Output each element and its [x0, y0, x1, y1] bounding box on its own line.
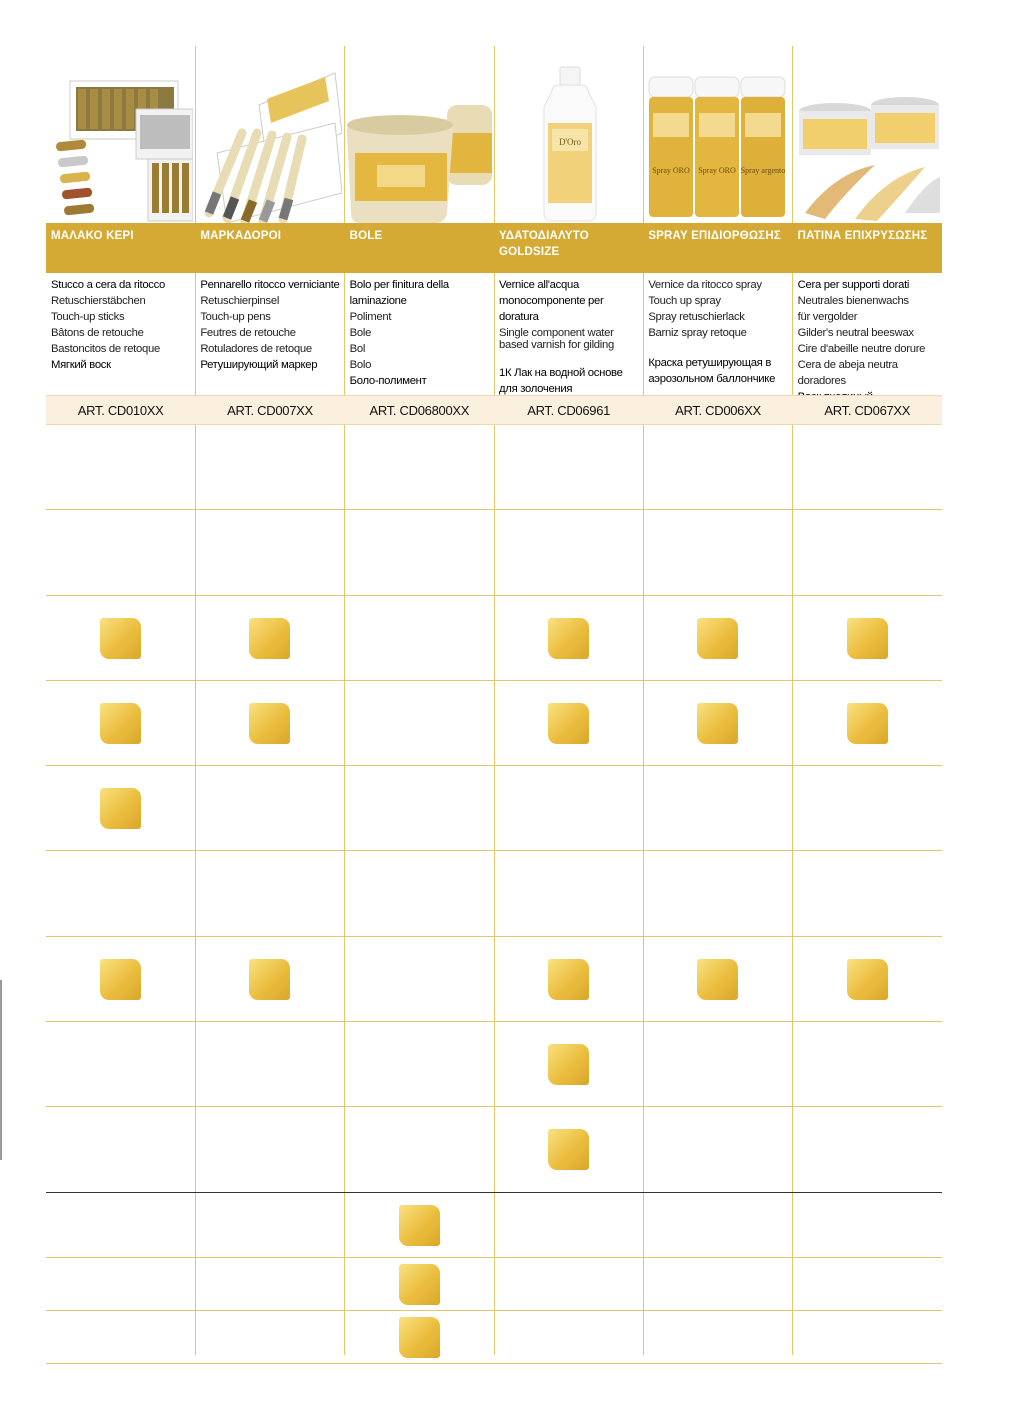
matrix-cell: [345, 425, 494, 509]
matrix-cell: [793, 510, 942, 595]
article-code: ART. CD06800XX: [369, 402, 470, 418]
description-line: Pennarello ritocco verniciante: [200, 279, 340, 291]
description-line: Bolo per finitura della laminazione: [349, 279, 449, 307]
matrix-cell: [494, 1311, 643, 1363]
matrix-cell: [46, 1022, 195, 1106]
matrix-cell: [195, 1022, 344, 1106]
product-header: SPRAY ΕΠΙΔΙΟΡΘΩΣΗΣ: [648, 230, 781, 242]
matrix-cell: [345, 851, 494, 936]
article-code: ART. CD006XX: [675, 402, 761, 418]
product-header: ΠΑΤΙΝΑ ΕΠΙΧΡΥΣΩΣΗΣ: [797, 230, 928, 242]
product-photo-cell: [345, 46, 494, 223]
matrix-cell: [793, 937, 942, 1021]
gold-check-mark: [249, 703, 290, 744]
matrix-cell: [46, 937, 195, 1021]
description-line: Barniz spray retoque: [648, 327, 747, 339]
matrix-row: [46, 425, 942, 510]
article-code: ART. CD010XX: [77, 402, 164, 418]
product-description: [345, 273, 494, 395]
product-photo-cell: [195, 46, 344, 223]
description-line: Retuschierpinsel: [200, 295, 280, 307]
matrix-cell: [494, 1107, 643, 1192]
description-line: 1К Лак на водной основе для золочения: [498, 367, 623, 395]
matrix-cell: [195, 766, 344, 850]
goldsize-bottle-photo: [496, 53, 641, 223]
product-description: [793, 273, 942, 395]
matrix-cell: [793, 1311, 942, 1363]
description-line: Stucco a cera da ritocco: [51, 279, 165, 291]
description-line: Боло-полимент: [349, 375, 427, 387]
product-description: [46, 273, 195, 395]
matrix-cell: [46, 510, 195, 595]
article-code: ART. CD067XX: [824, 402, 911, 418]
matrix-row: [46, 851, 942, 937]
matrix-cell: [46, 596, 195, 680]
gold-check-mark: [548, 618, 589, 659]
matrix-cell: [494, 851, 643, 936]
matrix-cell: [46, 851, 195, 936]
matrix-cell: [46, 681, 195, 765]
matrix-cell: [195, 510, 344, 595]
description-line: Vernice da ritocco spray: [648, 279, 762, 291]
matrix-cell: [643, 1258, 792, 1310]
description-line: Bâtons de retouche: [51, 327, 144, 339]
product-photo-cell: [793, 46, 942, 223]
matrix-cell: [345, 1193, 494, 1257]
gold-check-mark: [399, 1317, 440, 1358]
description-line: Cera de abeja neutra doradores: [797, 359, 898, 387]
gold-check-mark: [548, 1044, 589, 1085]
matrix-cell: [345, 1258, 494, 1310]
matrix-cell: [195, 851, 344, 936]
matrix-row: [46, 596, 942, 681]
matrix-cell: [195, 1311, 344, 1363]
description-line: Мягкий воск: [51, 359, 111, 371]
spray-can-label: Spray ORO: [698, 166, 737, 175]
description-line: Poliment: [349, 311, 392, 323]
matrix-cell: [46, 1193, 195, 1257]
matrix-cell: [793, 1022, 942, 1106]
matrix-cell: [195, 1258, 344, 1310]
product-photo-cell: [643, 46, 792, 223]
matrix-row: [46, 766, 942, 851]
description-line: Bol: [349, 343, 366, 355]
description-line: Краска ретуширующая в аэрозольном баллончике: [648, 357, 776, 385]
matrix-cell: [643, 937, 792, 1021]
matrix-cell: [494, 1193, 643, 1257]
matrix-cell: [345, 681, 494, 765]
description-line: Ретуширующий маркер: [200, 359, 318, 371]
matrix-cell: [793, 681, 942, 765]
matrix-cell: [195, 596, 344, 680]
matrix-cell: [345, 596, 494, 680]
description-line: Bastoncitos de retoque: [51, 343, 160, 355]
matrix-cell: [345, 1311, 494, 1363]
gold-check-mark: [100, 788, 141, 829]
matrix-cell: [494, 596, 643, 680]
product-compatibility-table: [46, 46, 942, 1364]
product-header: BOLE: [349, 230, 383, 242]
description-line: Retuschierstäbchen: [51, 295, 146, 307]
description-line: Cera per supporti dorati: [797, 279, 910, 291]
description-line: Vernice all'acqua monocomponente per doratura: [498, 279, 604, 323]
gold-check-mark: [548, 959, 589, 1000]
matrix-cell: [643, 1022, 792, 1106]
matrix-cell: [643, 766, 792, 850]
description-line: Touch-up pens: [200, 311, 271, 323]
matrix-cell: [345, 766, 494, 850]
matrix-cell: [643, 1311, 792, 1363]
bole-tubs-photo: [347, 53, 492, 223]
matrix-cell: [46, 1311, 195, 1363]
matrix-cell: [643, 1193, 792, 1257]
description-line: Touch-up sticks: [51, 311, 125, 323]
product-description: [643, 273, 792, 395]
compatibility-matrix: [46, 425, 942, 1364]
matrix-cell: [793, 1258, 942, 1310]
matrix-row: [46, 1258, 942, 1311]
matrix-cell: [195, 937, 344, 1021]
gold-check-mark: [249, 959, 290, 1000]
gold-check-mark: [847, 959, 888, 1000]
matrix-cell: [345, 1107, 494, 1192]
description-line: Rotuladores de retoque: [200, 343, 312, 355]
product-photo-cell: [46, 46, 195, 223]
gold-check-mark: [697, 959, 738, 1000]
matrix-row: [46, 1311, 942, 1364]
description-line: Spray retuschierlack: [648, 311, 745, 323]
matrix-cell: [494, 766, 643, 850]
description-line: Neutrales bienenwachs: [797, 295, 909, 307]
gold-check-mark: [100, 703, 141, 744]
product-header: ΜΑΛΑΚΟ ΚΕΡΙ: [51, 230, 134, 242]
bottle-label-text: D'Oro: [559, 137, 582, 147]
matrix-cell: [46, 425, 195, 509]
gold-check-mark: [249, 618, 290, 659]
gilders-wax-tins-photo: [795, 53, 940, 223]
gold-check-mark: [100, 959, 141, 1000]
matrix-cell: [345, 1022, 494, 1106]
gold-check-mark: [847, 618, 888, 659]
product-photos-row: [46, 46, 942, 223]
touch-up-markers-photo: [197, 53, 342, 223]
touch-up-spray-cans-photo: [645, 53, 790, 223]
description-line: Bole: [349, 327, 372, 339]
product-header: ΥΔΑΤΟΔΙΑΛΥΤΟ GOLDSIZE: [498, 230, 589, 258]
product-headers-row: [46, 223, 942, 273]
matrix-row: [46, 1022, 942, 1107]
gold-check-mark: [548, 703, 589, 744]
matrix-cell: [345, 510, 494, 595]
matrix-cell: [643, 425, 792, 509]
description-line: für vergolder: [797, 311, 858, 323]
product-descriptions-row: [46, 273, 942, 395]
matrix-cell: [494, 1258, 643, 1310]
description-gap: [499, 351, 638, 365]
gold-check-mark: [399, 1205, 440, 1246]
matrix-cell: [643, 1107, 792, 1192]
article-code: ART. CD06961: [527, 402, 611, 418]
product-header: ΜΑΡΚΑΔΟΡΟΙ: [200, 230, 282, 242]
product-description: [195, 273, 344, 395]
article-code: ART. CD007XX: [227, 402, 313, 418]
matrix-cell: [494, 681, 643, 765]
description-line: Single component water based varnish for gilding: [498, 327, 614, 351]
description-line: Feutres de retouche: [200, 327, 296, 339]
matrix-cell: [494, 937, 643, 1021]
matrix-row: [46, 681, 942, 766]
matrix-cell: [793, 425, 942, 509]
matrix-cell: [494, 510, 643, 595]
spray-can-label: Spray ORO: [652, 166, 691, 175]
matrix-cell: [643, 851, 792, 936]
matrix-row: [46, 1107, 942, 1193]
gold-check-mark: [548, 1129, 589, 1170]
page-edge-mark: [0, 980, 2, 1160]
matrix-cell: [793, 766, 942, 850]
matrix-cell: [793, 596, 942, 680]
product-description: [494, 273, 643, 395]
matrix-cell: [195, 1107, 344, 1192]
matrix-cell: [195, 425, 344, 509]
matrix-cell: [793, 851, 942, 936]
gold-check-mark: [847, 703, 888, 744]
matrix-cell: [195, 681, 344, 765]
matrix-row: [46, 510, 942, 596]
matrix-cell: [46, 1258, 195, 1310]
matrix-cell: [345, 937, 494, 1021]
description-line: Gilder's neutral beeswax: [797, 327, 914, 339]
matrix-row: [46, 1193, 942, 1258]
gold-check-mark: [697, 703, 738, 744]
matrix-row: [46, 937, 942, 1022]
matrix-cell: [46, 766, 195, 850]
matrix-cell: [494, 425, 643, 509]
gold-check-mark: [399, 1264, 440, 1305]
matrix-cell: [494, 1022, 643, 1106]
spray-can-label: Spray argento: [741, 166, 786, 175]
gold-check-mark: [697, 618, 738, 659]
matrix-cell: [46, 1107, 195, 1192]
matrix-cell: [793, 1107, 942, 1192]
description-line: Cire d'abeille neutre dorure: [797, 343, 926, 355]
matrix-cell: [793, 1193, 942, 1257]
matrix-cell: [643, 596, 792, 680]
description-gap: [648, 341, 787, 355]
matrix-cell: [195, 1193, 344, 1257]
matrix-cell: [643, 510, 792, 595]
description-line: Touch up spray: [648, 295, 721, 307]
gold-check-mark: [100, 618, 141, 659]
soft-wax-sticks-photo: [48, 53, 193, 223]
article-codes-row: [46, 395, 942, 425]
description-line: Bolo: [349, 359, 372, 371]
matrix-cell: [643, 681, 792, 765]
product-photo-cell: [494, 46, 643, 223]
